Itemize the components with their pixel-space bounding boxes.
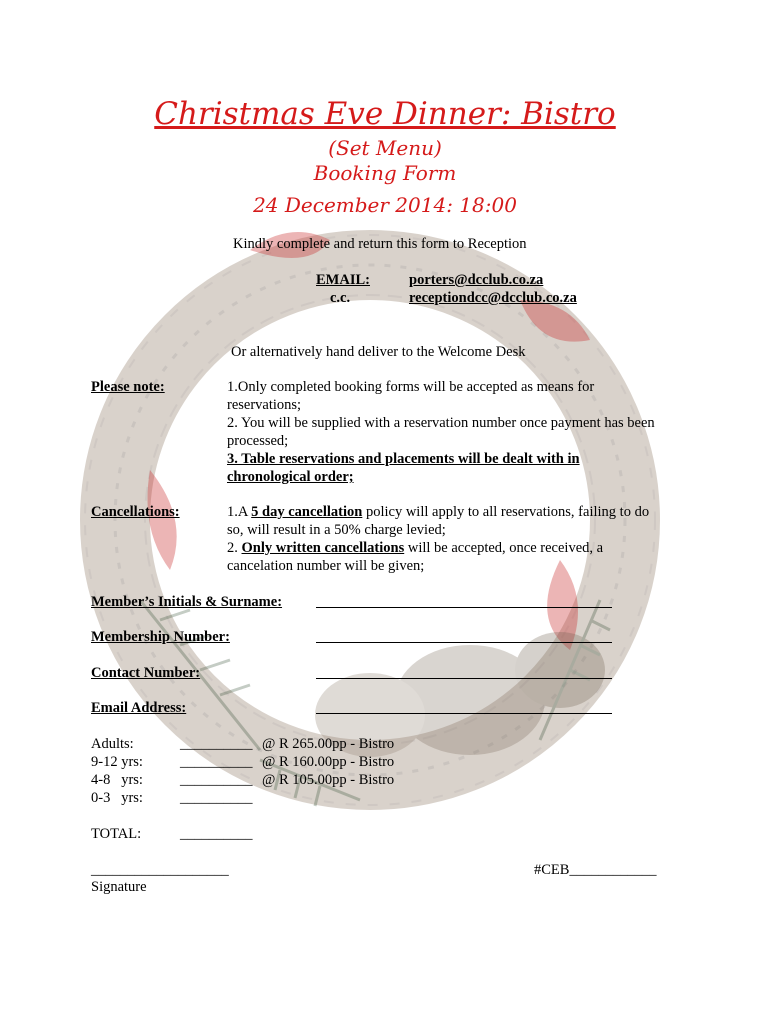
price-category: Adults:	[91, 736, 134, 752]
quantity-field[interactable]: __________	[180, 754, 253, 770]
note-line: chronological order;	[227, 469, 354, 485]
field-label-membership: Membership Number:	[91, 629, 230, 645]
field-label-email: Email Address:	[91, 700, 187, 716]
price-category: 4-8 yrs:	[91, 772, 143, 788]
price-category: 9-12 yrs:	[91, 754, 143, 770]
email-link[interactable]: porters@dcclub.co.za	[409, 272, 544, 288]
membership-number-field[interactable]	[316, 626, 612, 643]
cancellations-label: Cancellations:	[91, 504, 180, 520]
total-field[interactable]: __________	[180, 826, 253, 842]
contact-number-field[interactable]	[316, 662, 612, 679]
field-label-name: Member’s Initials & Surname:	[91, 594, 283, 610]
cc-email-link[interactable]: receptiondcc@dcclub.co.za	[409, 290, 577, 306]
field-label-contact: Contact Number:	[91, 665, 201, 681]
cancellation-line: so, will result in a 50% charge levied;	[227, 522, 446, 538]
note-line: 1.Only completed booking forms will be accepted as means for	[227, 379, 595, 395]
email-label: EMAIL:	[316, 272, 370, 288]
email-address-field[interactable]	[316, 697, 612, 714]
subtitle: (Set Menu)	[328, 136, 442, 160]
cancellation-line: 2. Only written cancellations will be accepted, once received, a	[227, 540, 604, 556]
price-text: @ R 160.00pp - Bistro	[262, 754, 395, 770]
cancellation-line: cancelation number will be given;	[227, 558, 425, 574]
quantity-field[interactable]: __________	[180, 772, 253, 788]
intro-text: Kindly complete and return this form to Reception	[233, 236, 527, 252]
form-name: Booking Form	[313, 161, 457, 185]
page-title: Christmas Eve Dinner: Bistro	[154, 96, 616, 132]
note-line: reservations;	[227, 397, 302, 413]
cancellation-line: 1.A 5 day cancellation policy will apply to all reservations, failing to do	[227, 504, 650, 520]
alternative-text: Or alternatively hand deliver to the Welcome Desk	[231, 344, 526, 360]
signature-label: Signature	[91, 879, 147, 895]
signature-line[interactable]: ___________________	[91, 862, 229, 878]
ceb-reference-field[interactable]: #CEB____________	[534, 862, 657, 878]
quantity-field[interactable]: __________	[180, 790, 253, 806]
quantity-field[interactable]: __________	[180, 736, 253, 752]
name-field[interactable]	[316, 591, 612, 608]
note-line: 3. Table reservations and placements will be dealt with in	[227, 451, 580, 467]
note-line: 2. You will be supplied with a reservation number once payment has been	[227, 415, 655, 431]
cc-label: c.c.	[330, 290, 351, 306]
note-line: processed;	[227, 433, 289, 449]
price-text: @ R 105.00pp - Bistro	[262, 772, 395, 788]
please-note-label: Please note:	[91, 379, 165, 395]
price-text: @ R 265.00pp - Bistro	[262, 736, 395, 752]
price-category: 0-3 yrs:	[91, 790, 143, 806]
date-time: 24 December 2014: 18:00	[253, 193, 517, 217]
total-label: TOTAL:	[91, 826, 142, 842]
